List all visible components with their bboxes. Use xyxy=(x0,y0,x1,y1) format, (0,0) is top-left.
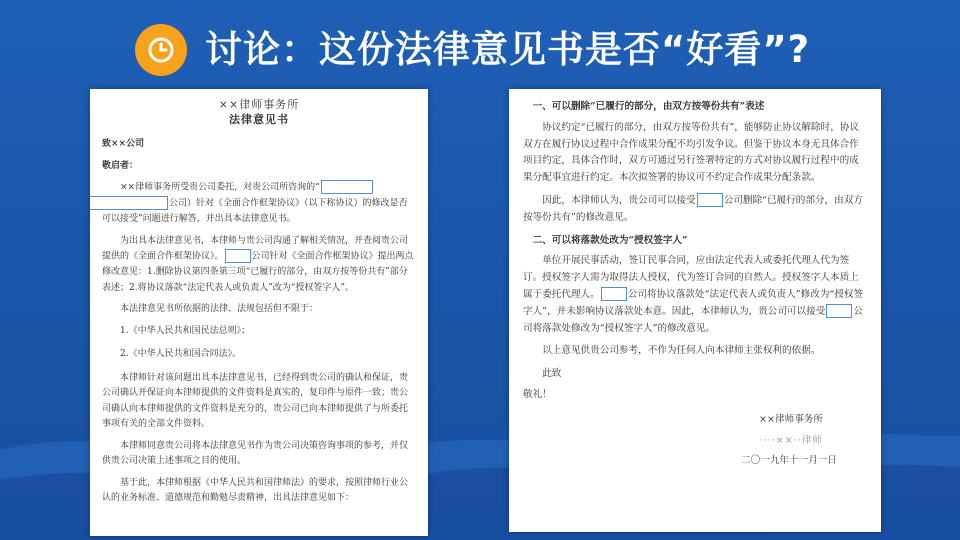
paragraph-basis: 基于此，本律师根据《中华人民共和国律师法》的要求，按照律师行业公认的业务标准、道德规范和勤勉尽责精神，出具法律意见如下： xyxy=(102,477,409,503)
firm-header: ××律师事务所 xyxy=(218,98,300,111)
law-item-1: 1.《中华人民共和国民法总则》； xyxy=(120,325,251,336)
clock-badge xyxy=(135,24,187,76)
legal-opinion-page-2 xyxy=(509,89,881,532)
redacted-blank xyxy=(90,196,168,210)
closing-1: 此致 xyxy=(542,368,562,380)
paragraph-section1-conclusion: 因此，本律师认为，贵公司可以接受 公司删除“已履行的部分，由双方按等份共有”的修改意见。 xyxy=(523,194,863,223)
signature-lawyer: ····××··律师 xyxy=(759,434,823,446)
paragraph-background: 为出具本法律意见书，本律师与贵公司沟通了解相关情况，并查阅贵公司提供的《全面合作框架协议》。 公司针对《全面合作框架协议》提出两点修改意见：1.删除协议第四条第三项“已履行的部分，由双方按等份共有”部分表述；2.将协议落款“法定代表人或负责人”改为“授权签字人”。 xyxy=(102,235,414,293)
redacted-blank xyxy=(225,249,251,263)
section-heading-2: 二、可以将落款处改为“授权签字人” xyxy=(532,234,688,246)
paragraph-section1-analysis: 协议约定“已履行的部分，由双方按等份共有”，能够防止协议解除时，协议双方在履行协议过程中合作成果分配不均引发争议。但鉴于协议本身无具体合作项目约定，具体合作时，双方可通过另行签署特定的方式对协议履行过程中的成果分配事宜进行约定。本次拟签署的协议可不约定合作成果分配条款。 xyxy=(523,121,859,184)
slide-title: 讨论：这份法律意见书是否“好看”? xyxy=(205,28,811,71)
redacted-blank xyxy=(826,304,852,318)
paragraph-disclaimer: 以上意见供贵公司参考，不作为任何人向本律师主张权利的依据。 xyxy=(542,345,821,357)
redacted-blank xyxy=(321,180,373,194)
paragraph-laws: 本法律意见书所依据的法律、法规包括但不限于： xyxy=(120,304,319,314)
document-title: 法律意见书 xyxy=(229,113,289,126)
closing-2: 敬礼！ xyxy=(523,388,552,400)
legal-opinion-page-1 xyxy=(90,89,428,536)
section-heading-1: 一、可以删除“已履行的部分，由双方按等份共有”表述 xyxy=(532,101,765,112)
paragraph-intro: ××律师事务所受贵公司委托，对贵公司所咨询的“ 公司）针对《全面合作框架协议》（以下称协议）的修改是否可以接受”问题进行解答，并出具本法律意见书。 xyxy=(102,180,416,228)
greeting: 敬启者： xyxy=(102,160,139,171)
redacted-blank xyxy=(601,287,627,301)
paragraph-assurance: 本律师针对该问题出具本法律意见书，已经得到贵公司的确认和保证，贵公司确认并保证向本律师提供的文件资料是真实的，复印件与原件一致；贵公司确认向本律师提供的文件资料是充分的，贵公司已向本律师提供了与所委托事项有关的全部文件资料。 xyxy=(102,372,409,429)
redacted-blank xyxy=(697,193,723,207)
law-item-2: 2.《中华人民共和国合同法》。 xyxy=(120,349,242,359)
signature-firm: ××律师事务所 xyxy=(758,413,823,425)
signature-date: 二〇一九年十一月一日 xyxy=(741,455,837,467)
paragraph-usage: 本律师同意贵公司将本法律意见书作为贵公司决策咨询事项的参考，并仅供贵公司决策上述事项之目的使用。 xyxy=(102,440,409,466)
clock-icon xyxy=(146,35,176,65)
paragraph-section2: 单位开展民事活动，签订民事合同，应由法定代表人或委托代理人代为签订。授权签字人需为取得法人授权，代为签订合同的自然人。授权签字人本质上属于委托代理人。 公司将协议落款处“法定代表人或负责人”修改为“授权签字人”，并未影响协议落款处本意。因此，本律师认为，贵公司可以接受 公司将落款处修改为“授权签字人”的修改意见。 xyxy=(523,255,864,334)
addressee: 致××公司 xyxy=(102,139,145,149)
